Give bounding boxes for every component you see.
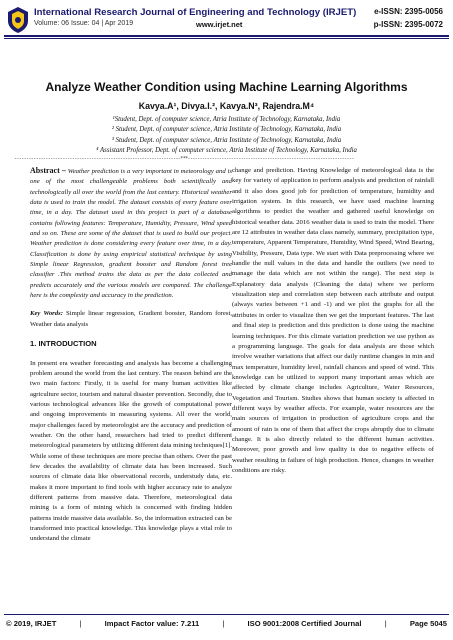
journal-header — [0, 0, 453, 42]
footer-separator: | — [79, 619, 82, 628]
paper-title: Analyze Weather Condition using Machine Learning Algorithms — [45, 80, 408, 94]
left-column — [30, 166, 232, 545]
irjet-logo-icon — [6, 6, 30, 34]
page-footer — [6, 619, 447, 628]
volume-line: Volume: 06 Issue: 04 | Apr 2019 — [34, 20, 134, 27]
journal-name: International Research Journal of Engineering and Technology (IRJET) — [34, 7, 357, 18]
abstract — [30, 166, 232, 301]
footer-page-number: Page 5045 — [409, 619, 447, 628]
abstract-label: Abstract – — [30, 166, 66, 175]
footer-impact-factor: Impact Factor value: 7.211 — [104, 619, 200, 628]
right-column-text: change and prediction. Having Knowledge of meteorological data is the key for variety of application to perform analysis and prediction of rainfall and it also does good job for prediction of temperature, humidity and irrigation system. In this research, we have used machine learning algorithms to predict the weather and gathered useful knowledge on historical weather data. 2016 weather data is used to train the model. There are 12 attributes in weather data class namely, summary, precipitation type, temperature, Apparent Temperature, Humidity, Wind Speed, Wind Bearing, Visibility, Pressure, Data type. We start with Data preprocessing where we handle the null values in the data and handle the outliers (we need to manage the data which are not within the range). The next step is Explanatory data analysis (Cleaning the data) where we perform visualization step and correlation step between each attribute and output (always varies between +1 and -1) and we plot the graphs for all the attributes in order to visualize then we get the important features. The last and final step is prediction and this prediction is done using the machine learning techniques. For this climate variation prediction we use python as a programming language. The goals for data analysis are those which involve weather variations that affect our daily runtime changes in min and max temperature, humidity level, rainfall chances and speed of wind. This knowledge can be utilized to support many important areas which are affected by climate change includes Agriculture, Water Resources, Vegetation and Tourism. Studies shows that human society is affected in different ways by weather affects. For example, water resources are the main sources of irrigation in production of agriculture crops and the amount of rain is one of them that affect the crops abruptly due to climate change. It is also directly related to the different human activities. Moreover, poor growth and low quality is due to negative effects of weather resulting in failure of high production. Hence, changes in weather conditions are risky. — [232, 167, 434, 474]
paper-authors: Kavya.A¹, Divya.I.², Kavya.N³, Rajendra.M⁴ — [138, 101, 315, 111]
abstract-text: Weather prediction is a very important in meteorology and is one of the most challengeable problems both scientifically and technologically all over the world from the last century. Historical weather data is used to train the model. The dataset consists of every feature over time, in a day. The dataset used in this project is part of a database contains following features: Temperature, Humidity, Pressure, Wind speed and so on. These are some of the dataset that is used to build our project. Weather prediction is done considering every feature over time, in a day. Classification is done by using empirical statistical technique by using Simple linear Regression, gradient booster and Random forest tree classifier .This method trains the data as per the data collected and predicts accurately and the various models are compared. The challenge here is the complexity and accuracy in the prediction. — [30, 168, 232, 300]
introduction-text: In present era weather forecasting and analysis has become a challenging problem around the world from the last century. The reason behind are the two main factors: Firstly, it is useful for many human activities like agriculture sector, tourism and natural disaster prevention. Secondly, due to various technological advances like the growth of computational power and ongoing improvements in measuring systems. All over the world, major challenges faced by meteorologist are the accuracy and prediction of weather. On the other hand, researchers had tried to predict different meteorological parameters by utilizing different data mining techniques[1]. While some of these techniques are more precise than others. Over the past few decades the availability of climate data has been increased. Such sources of climate data like observational records, understudy data, etc. makes it more important to find tools with higher accuracy rate to analyze different patterns from massive data. Therefore, meteorological data mining is a form of mining which is concerned with finding hidden patterns inside massive data available. So, the information extracted can be transformed into practical knowledge. This knowledge plays a vital role to understand the climate — [30, 359, 232, 543]
footer-copyright: © 2019, IRJET — [6, 619, 57, 628]
footer-rule — [4, 614, 449, 615]
header-rule-thin — [4, 38, 449, 39]
affiliation-3: ³ Student, Dept. of computer science, Atria Institute of Technology, Karnataka, India — [111, 136, 342, 144]
right-column — [232, 166, 434, 476]
keywords-label: Key Words: — [30, 310, 63, 318]
keywords-text: Simple linear regression, Gradient booster, Random forest, Weather data analysis — [30, 310, 232, 328]
affiliation-1: ¹Student, Dept. of computer science, Atria Institute of Technology, Karnataka, India — [112, 116, 341, 123]
section-divider: ---------------------------------------------------------------------***--------------------------------------------------------------------- — [14, 156, 354, 162]
affiliation-4: ⁴ Assistant Professor, Dept. of computer science, Atria Institute of Technology, Karnataka, India — [96, 146, 357, 154]
journal-url[interactable]: www.irjet.net — [196, 20, 243, 29]
footer-iso: ISO 9001:2008 Certified Journal — [247, 619, 362, 628]
header-rule — [4, 35, 449, 37]
p-issn: p-ISSN: 2395-0072 — [373, 20, 443, 29]
section-heading-introduction: 1. INTRODUCTION — [30, 339, 97, 349]
footer-separator: | — [384, 619, 387, 628]
e-issn: e-ISSN: 2395-0056 — [374, 7, 443, 16]
keywords — [30, 309, 232, 330]
affiliation-2: ² Student, Dept. of computer science, Atria Institute of Technology, Karnataka, India — [111, 126, 342, 134]
affiliations — [0, 115, 453, 156]
footer-separator: | — [222, 619, 225, 628]
